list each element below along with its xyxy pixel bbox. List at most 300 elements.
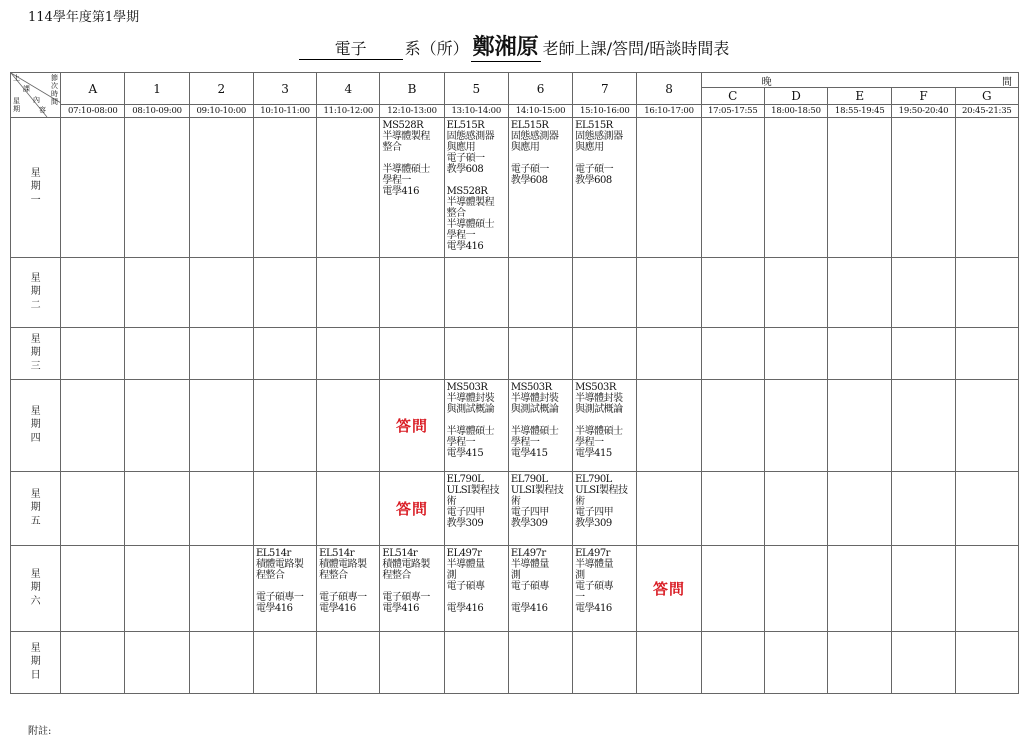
course-line: 學程一 [382,175,411,186]
course-cell [508,380,572,472]
empty-cell [253,258,316,328]
empty-cell [637,380,701,472]
empty-cell [764,328,827,380]
title-suffix: 老師上課/答問/晤談時間表 [542,39,730,58]
course-gap [256,581,315,592]
empty-cell [955,118,1018,258]
empty-cell [955,380,1018,472]
empty-cell [317,380,380,472]
course-cell [573,546,637,632]
empty-cell [508,632,572,694]
course-line: 電子四甲 [446,507,485,518]
teacher-name: 鄭湘原 [471,30,541,62]
day-label-char: 四 [30,432,41,444]
empty-cell [573,258,637,328]
course-line: 電學415 [446,448,484,459]
time-slot-E: 18:55-19:45 [828,105,892,118]
course-line: 半導體量 [575,559,614,570]
empty-cell [701,632,764,694]
course-cell [444,380,508,472]
course-line: 電學416 [319,603,356,614]
period-7: 7 [573,73,637,105]
department-name: 電子 [299,36,403,60]
empty-cell [637,328,701,380]
course-info [509,118,572,186]
course-cell [380,546,444,632]
course-line: 電學416 [255,603,293,614]
empty-cell [892,380,955,472]
course-line: 電子碩專 [446,581,485,592]
day-label-char: 星 [30,333,41,345]
empty-cell [380,632,444,694]
course-line: EL515R [575,120,613,131]
course-cell [508,118,572,258]
empty-cell [828,328,892,380]
course-line: 測 [510,570,521,581]
course-line: MS528R [446,186,488,197]
corner-label-content: 容 [39,106,46,114]
empty-cell [380,328,444,380]
course-info [380,546,443,614]
course-gap [575,415,635,426]
course-line: 教學608 [575,175,612,186]
empty-cell [125,546,189,632]
course-line: 半導體製程 [446,197,495,208]
empty-cell [701,472,764,546]
office-hours-label: 答問 [653,580,686,598]
empty-cell [637,632,701,694]
day-label-char: 期 [30,347,41,359]
empty-cell [61,546,125,632]
course-line: 電學416 [510,603,548,614]
time-slot-2: 09:10-10:00 [189,105,253,118]
course-line: 電學416 [382,603,419,614]
empty-cell [955,472,1018,546]
course-line: 半導體碩士 [382,164,430,175]
empty-cell [701,546,764,632]
empty-cell [701,380,764,472]
course-line: MS503R [575,382,616,393]
empty-cell [764,258,827,328]
empty-cell [61,632,125,694]
course-line: 固態感測器 [446,131,495,142]
empty-cell [573,632,637,694]
course-gap [319,581,378,592]
time-slot-C: 17:05-17:55 [701,105,764,118]
course-gap [511,592,571,603]
day-label-sat [11,546,61,632]
course-line: 固態感測器 [575,131,623,142]
course-line: 電學416 [446,603,484,614]
course-cell [317,546,380,632]
course-gap [447,415,507,426]
course-line: 半導體碩士 [446,219,495,230]
time-slot-4: 11:10-12:00 [317,105,380,118]
empty-cell [189,380,253,472]
course-line: 半導體碩士 [446,426,495,437]
period-A: A [61,73,125,105]
empty-cell [380,258,444,328]
empty-cell [955,258,1018,328]
period-D: D [764,88,827,105]
time-slot-A: 07:10-08:00 [61,105,125,118]
semester-label: 114學年度第1學期 [28,10,140,25]
course-line: 整合 [446,208,466,219]
day-row-mon [11,118,1019,258]
course-line: 學程一 [575,437,604,448]
day-row-sun [11,632,1019,694]
course-cell [253,546,316,632]
course-line: 與測試概論 [510,404,559,415]
course-cell [508,472,572,546]
course-line: MS528R [382,120,424,131]
course-line: 積體電路製 [255,559,304,570]
course-line: 電子碩專 [510,581,549,592]
day-row-tue [11,258,1019,328]
period-5: 5 [444,73,508,105]
course-gap [447,175,507,186]
course-line: 程整合 [255,570,285,581]
course-line: 電子碩一 [510,164,549,175]
course-line: 半導體碩士 [510,426,559,437]
empty-cell [61,328,125,380]
corner-label-week-1: 星 [13,97,20,105]
day-label-sun [11,632,61,694]
course-line: 電學416 [382,186,419,197]
course-gap [511,153,571,164]
corner-label-class: 課 [23,85,30,93]
course-line: 測 [575,570,585,581]
empty-cell [317,472,380,546]
empty-cell [253,472,316,546]
time-slot-3: 10:10-11:00 [253,105,316,118]
empty-cell [573,328,637,380]
empty-cell [125,328,189,380]
course-info [573,546,636,614]
course-line: 半導體封裝 [510,393,559,404]
course-line: EL515R [446,120,485,131]
course-line: 固態感測器 [510,131,559,142]
empty-cell [764,546,827,632]
empty-cell [61,258,125,328]
period-8: 8 [637,73,701,105]
empty-cell [892,118,955,258]
empty-cell [125,472,189,546]
empty-cell [955,328,1018,380]
empty-cell [253,380,316,472]
course-cell [444,472,508,546]
empty-cell [189,472,253,546]
period-F: F [892,88,955,105]
time-slot-7: 15:10-16:00 [573,105,637,118]
period-2: 2 [189,73,253,105]
course-info [573,118,636,186]
course-line: 與應用 [510,142,540,153]
course-line: 術 [446,496,457,507]
course-line: ULSI製程技 [575,485,628,496]
course-line: 電子碩專一 [382,592,430,603]
course-line: 半導體封裝 [575,393,623,404]
day-label-char: 三 [30,360,41,372]
course-info [509,546,572,614]
empty-cell [764,472,827,546]
course-line: 積體電路製 [382,559,430,570]
course-line: 學程一 [446,437,476,448]
day-label-wed [11,328,61,380]
empty-cell [253,632,316,694]
course-line: 半導體製程 [382,131,430,142]
period-B: B [380,73,444,105]
course-cell [573,380,637,472]
office-hours-cell [380,380,444,472]
office-hours-label: 答問 [396,417,429,435]
corner-label-seg-2: 次 [51,82,58,90]
course-info [445,546,508,614]
empty-cell [764,118,827,258]
course-line: 學程一 [510,437,540,448]
course-line: 電子碩專一 [319,592,367,603]
empty-cell [955,546,1018,632]
course-line: 整合 [382,142,402,153]
day-label-char: 六 [30,595,41,607]
empty-cell [637,118,701,258]
course-cell [380,118,444,258]
day-row-sat [11,546,1019,632]
night-header [701,73,1018,88]
empty-cell [892,546,955,632]
header-corner [11,73,61,118]
course-line: ULSI製程技 [446,485,500,496]
day-label-char: 期 [30,502,41,514]
course-info [445,472,508,529]
time-slot-G: 20:45-21:35 [955,105,1018,118]
course-gap [447,592,507,603]
empty-cell [444,328,508,380]
course-line: 術 [575,496,585,507]
day-row-thu [11,380,1019,472]
empty-cell [189,328,253,380]
corner-label-week-2: 期 [13,105,20,113]
course-line: 電子碩一 [446,153,485,164]
empty-cell [701,118,764,258]
course-gap [511,415,571,426]
course-line: EL514r [382,548,418,559]
empty-cell [828,472,892,546]
empty-cell [637,472,701,546]
day-row-wed [11,328,1019,380]
night-label-right: 間 [1002,77,1012,88]
course-line: 電子碩專一 [255,592,304,603]
day-label-fri [11,472,61,546]
course-line: 電學415 [575,448,612,459]
empty-cell [61,380,125,472]
course-line: 半導體碩士 [575,426,623,437]
course-line: EL790L [575,474,612,485]
course-line: 電學416 [575,603,612,614]
day-label-char: 星 [30,167,41,179]
empty-cell [189,546,253,632]
course-line: EL790L [510,474,548,485]
course-info [254,546,316,614]
course-cell [444,118,508,258]
night-label-left: 晚 [761,77,772,88]
course-line: 電學416 [446,241,484,252]
time-slot-5: 13:10-14:00 [444,105,508,118]
corner-label-time-1: 時 [51,90,58,98]
course-cell [444,546,508,632]
empty-cell [125,380,189,472]
time-slot-D: 18:00-18:50 [764,105,827,118]
day-label-char: 星 [30,405,41,417]
office-hours-label: 答問 [396,500,429,518]
day-label-char: 期 [30,656,41,668]
empty-cell [61,118,125,258]
course-line: 與測試概論 [446,404,495,415]
office-hours-cell [637,546,701,632]
course-line: 測 [446,570,457,581]
day-label-mon [11,118,61,258]
empty-cell [637,258,701,328]
empty-cell [317,328,380,380]
empty-cell [444,632,508,694]
course-line: 一 [575,592,585,603]
course-line: ULSI製程技 [510,485,564,496]
course-line: 電子四甲 [575,507,614,518]
empty-cell [444,258,508,328]
period-1: 1 [125,73,189,105]
day-label-char: 星 [30,642,41,654]
corner-label-inner: 內 [33,96,40,104]
period-C: C [701,88,764,105]
empty-cell [764,632,827,694]
course-cell [573,118,637,258]
course-info [445,380,508,459]
course-line: EL514r [319,548,354,559]
time-slot-B: 12:10-13:00 [380,105,444,118]
empty-cell [189,632,253,694]
period-4: 4 [317,73,380,105]
course-line: 與應用 [575,142,604,153]
course-gap [575,153,635,164]
course-line: 教學309 [510,518,548,529]
schedule-table [10,72,1019,694]
course-line: 半導體封裝 [446,393,495,404]
course-line: MS503R [510,382,552,393]
course-line: 積體電路製 [319,559,367,570]
empty-cell [828,258,892,328]
course-line: 術 [510,496,521,507]
time-slot-6: 14:10-15:00 [508,105,572,118]
corner-label-time-2: 間 [51,98,58,106]
course-info [445,118,508,252]
day-label-tue [11,258,61,328]
time-slot-8: 16:10-17:00 [637,105,701,118]
course-line: 電子碩專 [575,581,614,592]
course-line: EL515R [510,120,549,131]
period-3: 3 [253,73,316,105]
day-label-char: 星 [30,488,41,500]
day-row-fri [11,472,1019,546]
course-line: 電子四甲 [510,507,549,518]
course-gap [382,153,442,164]
course-info [573,472,636,529]
corner-label-top: 上 [13,74,20,82]
course-info [317,546,379,614]
empty-cell [828,118,892,258]
day-label-char: 期 [30,181,41,193]
course-line: 教學309 [575,518,612,529]
empty-cell [828,546,892,632]
empty-cell [828,632,892,694]
course-info [380,118,443,197]
time-slot-F: 19:50-20:40 [892,105,955,118]
course-line: EL514r [255,548,291,559]
empty-cell [508,258,572,328]
empty-cell [189,258,253,328]
course-line: MS503R [446,382,488,393]
period-G: G [955,88,1018,105]
empty-cell [892,472,955,546]
empty-cell [508,328,572,380]
empty-cell [892,632,955,694]
course-line: EL497r [575,548,610,559]
course-line: 程整合 [319,570,348,581]
day-label-char: 星 [30,568,41,580]
course-cell [573,472,637,546]
course-line: 程整合 [382,570,411,581]
day-label-thu [11,380,61,472]
course-info [573,380,636,459]
empty-cell [701,258,764,328]
empty-cell [61,472,125,546]
course-line: 學程一 [446,230,476,241]
empty-cell [125,258,189,328]
day-label-char: 一 [30,194,41,206]
empty-cell [701,328,764,380]
period-6: 6 [508,73,572,105]
day-label-char: 二 [30,299,41,311]
course-line: EL497r [446,548,482,559]
course-line: 與測試概論 [575,404,623,415]
empty-cell [828,380,892,472]
course-line: 教學309 [446,518,484,529]
empty-cell [955,632,1018,694]
course-gap [382,581,442,592]
footnote: 附註: [28,726,52,737]
course-line: 電子碩一 [575,164,614,175]
day-label-char: 期 [30,419,41,431]
empty-cell [125,632,189,694]
time-slot-1: 08:10-09:00 [125,105,189,118]
empty-cell [892,258,955,328]
course-cell [508,546,572,632]
course-line: 半導體量 [446,559,485,570]
empty-cell [764,380,827,472]
day-label-char: 星 [30,272,41,284]
page-title [0,30,1030,62]
course-line: EL790L [446,474,484,485]
empty-cell [317,632,380,694]
corner-label-seg-1: 節 [51,74,58,82]
office-hours-cell [380,472,444,546]
course-info [509,380,572,459]
course-line: 教學608 [510,175,548,186]
empty-cell [189,118,253,258]
period-E: E [828,88,892,105]
course-info [509,472,572,529]
empty-cell [317,118,380,258]
day-label-char: 期 [30,582,41,594]
